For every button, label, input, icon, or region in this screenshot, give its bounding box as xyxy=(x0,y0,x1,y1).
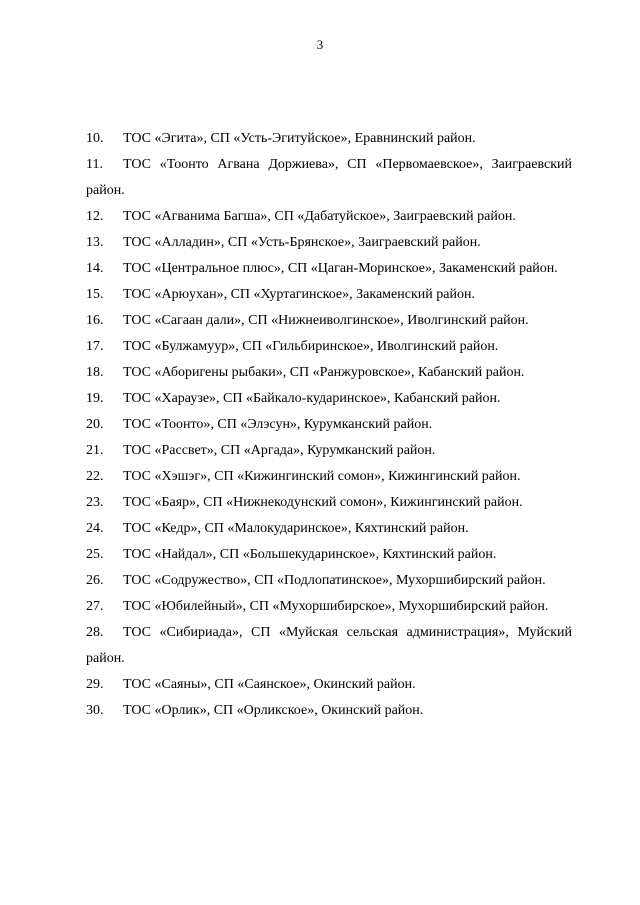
list-item xyxy=(86,386,572,412)
item-text: ТОС «Орлик», СП «Орликское», Окинский район. xyxy=(123,703,424,718)
item-text: ТОС «Аборигены рыбаки», СП «Ранжуровское», Кабанский район. xyxy=(123,365,525,380)
list-item xyxy=(86,282,572,308)
list-item xyxy=(86,490,572,516)
item-number: 29. xyxy=(86,677,104,692)
list-item xyxy=(86,672,572,698)
item-text: ТОС «Сагаан дали», СП «Нижнеиволгинское», Иволгинский район. xyxy=(123,313,529,328)
item-text: ТОС «Тоонто», СП «Элэсун», Курумканский район. xyxy=(123,417,433,432)
item-number: 26. xyxy=(86,573,104,588)
item-number: 15. xyxy=(86,287,104,302)
list-item xyxy=(86,152,572,204)
item-number: 21. xyxy=(86,443,104,458)
item-text: ТОС «Центральное плюс», СП «Цаган-Моринское», Закаменский район. xyxy=(123,261,558,276)
item-text: ТОС «Сибириада», СП «Муйская сельская администрация», Муйский район. xyxy=(86,625,572,666)
item-number: 19. xyxy=(86,391,104,406)
item-number: 23. xyxy=(86,495,104,510)
item-number: 28. xyxy=(86,625,104,640)
item-text: ТОС «Содружество», СП «Подлопатинское», Мухоршибирский район. xyxy=(123,573,546,588)
list-item xyxy=(86,412,572,438)
item-number: 27. xyxy=(86,599,104,614)
list-item xyxy=(86,542,572,568)
item-number: 12. xyxy=(86,209,104,224)
item-number: 13. xyxy=(86,235,104,250)
item-text: ТОС «Арюухан», СП «Хуртагинское», Закаменский район. xyxy=(123,287,475,302)
list-item xyxy=(86,620,572,672)
item-number: 20. xyxy=(86,417,104,432)
item-number: 11. xyxy=(86,157,103,172)
list-item xyxy=(86,698,572,724)
list-item xyxy=(86,308,572,334)
page-number: 3 xyxy=(316,37,324,52)
item-text: ТОС «Тоонто Агвана Доржиева», СП «Первомаевское», Заиграевский район. xyxy=(86,157,572,198)
list-item xyxy=(86,230,572,256)
item-text: ТОС «Кедр», СП «Малокударинское», Кяхтинский район. xyxy=(123,521,469,536)
item-number: 25. xyxy=(86,547,104,562)
item-text: ТОС «Алладин», СП «Усть-Брянское», Заиграевский район. xyxy=(123,235,481,250)
item-text: ТОС «Рассвет», СП «Аргада», Курумканский район. xyxy=(123,443,436,458)
list-item xyxy=(86,438,572,464)
list-item xyxy=(86,464,572,490)
item-number: 10. xyxy=(86,131,104,146)
item-text: ТОС «Юбилейный», СП «Мухоршибирское», Мухоршибирский район. xyxy=(123,599,549,614)
list-item xyxy=(86,204,572,230)
item-number: 24. xyxy=(86,521,104,536)
list-item xyxy=(86,126,572,152)
list-item xyxy=(86,594,572,620)
list-item xyxy=(86,360,572,386)
tos-list xyxy=(86,126,572,724)
item-number: 22. xyxy=(86,469,104,484)
item-text: ТОС «Эгита», СП «Усть-Эгитуйское», Еравнинский район. xyxy=(123,131,476,146)
item-number: 17. xyxy=(86,339,104,354)
item-text: ТОС «Хэшэг», СП «Кижингинский сомон», Кижингинский район. xyxy=(123,469,521,484)
item-text: ТОС «Агванима Багша», СП «Дабатуйское», Заиграевский район. xyxy=(123,209,516,224)
item-text: ТОС «Найдал», СП «Большекударинское», Кяхтинский район. xyxy=(123,547,497,562)
list-item xyxy=(86,568,572,594)
item-number: 16. xyxy=(86,313,104,328)
item-number: 18. xyxy=(86,365,104,380)
list-item xyxy=(86,334,572,360)
list-item xyxy=(86,256,572,282)
item-number: 14. xyxy=(86,261,104,276)
item-text: ТОС «Баяр», СП «Нижнекодунский сомон», Кижингинский район. xyxy=(123,495,523,510)
item-text: ТОС «Саяны», СП «Саянское», Окинский район. xyxy=(123,677,416,692)
list-item xyxy=(86,516,572,542)
item-text: ТОС «Булжамуур», СП «Гильбиринское», Иволгинский район. xyxy=(123,339,499,354)
item-number: 30. xyxy=(86,703,104,718)
item-text: ТОС «Хараузе», СП «Байкало-кударинское», Кабанский район. xyxy=(123,391,501,406)
